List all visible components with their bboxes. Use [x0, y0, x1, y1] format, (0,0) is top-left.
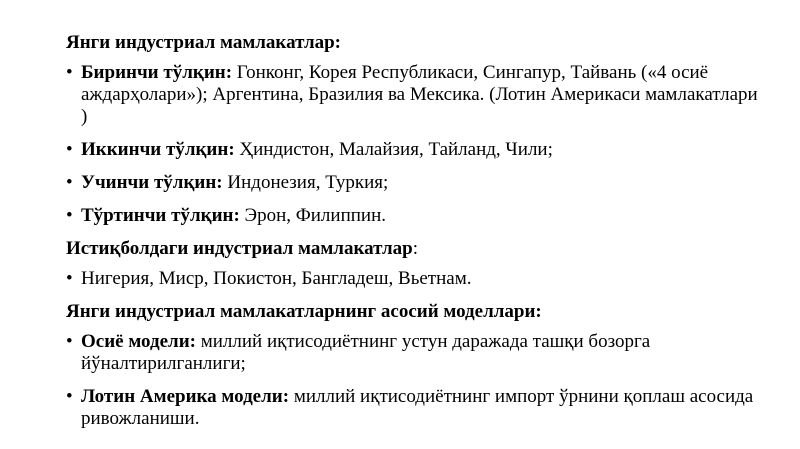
section3-heading: Янги индустриал мамлакатларнинг асосий моделлари: [66, 301, 542, 322]
item-term: Осиё модели: [81, 331, 196, 352]
bullet-icon: • [66, 268, 73, 289]
item-text: Эрон, Филиппин. [239, 205, 387, 226]
bullet-icon: • [66, 62, 73, 83]
bullet-icon: • [66, 139, 73, 160]
item-text: Ҳиндистон, Малайзия, Тайланд, Чили; [234, 139, 553, 160]
item-term: Биринчи тўлқин: [81, 62, 233, 83]
list-item [66, 139, 766, 161]
item-text: Гонконг, Корея Республикаси, Сингапур, Тайвань («4 осиё аждарҳолари»); Аргентина, Бразилия ва Мексика. (Лотин Америкаси мамлакатлари ) [81, 62, 758, 127]
item-text: Индонезия, Туркия; [222, 172, 389, 193]
item-text: миллий иқтисодиётнинг импорт ўрнини қоплаш асосида ривожланиши. [81, 386, 754, 429]
bullet-icon: • [66, 172, 73, 193]
section2-heading-text: Истиқболдаги индустриал мамлакатлар [66, 238, 413, 259]
item-text: Нигерия, Миср, Покистон, Бангладеш, Вьетнам. [81, 268, 472, 289]
section3-list [66, 331, 766, 430]
section2-heading [66, 238, 766, 260]
slide-content [66, 32, 766, 441]
list-item [66, 205, 766, 227]
item-term: Учинчи тўлқин: [81, 172, 223, 193]
section1-list [66, 62, 766, 227]
list-item [66, 62, 766, 128]
section1-heading: Янги индустриал мамлакатлар: [66, 32, 341, 53]
item-term: Иккинчи тўлқин: [81, 139, 235, 160]
bullet-icon: • [66, 331, 73, 352]
list-item [66, 386, 766, 430]
list-item [66, 331, 766, 375]
list-item [66, 172, 766, 194]
section2-list [66, 268, 766, 290]
bullet-icon: • [66, 386, 73, 407]
list-item [66, 268, 766, 290]
section2-heading-colon: : [412, 238, 418, 259]
item-term: Тўртинчи тўлқин: [81, 205, 240, 226]
bullet-icon: • [66, 205, 73, 226]
item-text: миллий иқтисодиётнинг устун даражада ташқи бозорга йўналтирилганлиги; [81, 331, 651, 374]
item-term: Лотин Америка модели: [81, 386, 290, 407]
